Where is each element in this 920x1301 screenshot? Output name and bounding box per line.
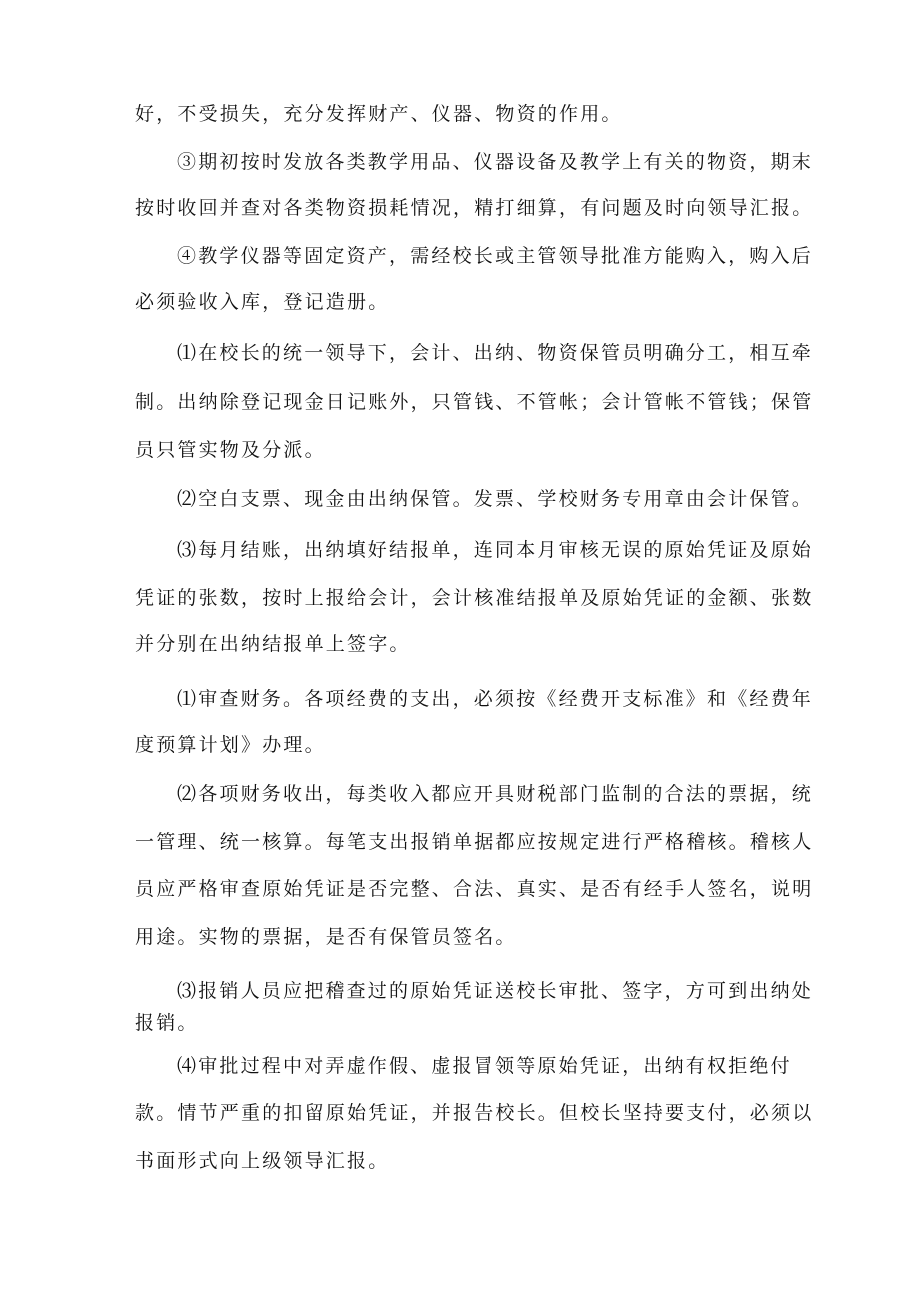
text-line: ⑶每月结账，出纳填好结报单，连同本月审核无误的原始凭证及原始 <box>177 539 814 561</box>
text-line: ④教学仪器等固定资产，需经校长或主管领导批准方能购入，购入后 <box>177 245 814 267</box>
text-line: 制。出纳除登记现金日记账外，只管钱、不管帐；会计管帐不管钱；保管 <box>135 391 814 413</box>
text-line: 书面形式向上级领导汇报。 <box>135 1150 390 1172</box>
text-line: ⑴审查财务。各项经费的支出，必须按《经费开支标准》和《经费年 <box>177 688 814 710</box>
text-line: 用途。实物的票据，是否有保管员签名。 <box>135 926 517 948</box>
text-line: 好，不受损失，充分发挥财产、仪器、物资的作用。 <box>135 103 623 125</box>
text-line: ③期初按时发放各类教学用品、仪器设备及教学上有关的物资，期末 <box>177 151 814 173</box>
text-line: 度预算计划》办理。 <box>135 734 326 756</box>
text-line: ⑷审批过程中对弄虚作假、虚报冒领等原始凭证，出纳有权拒绝付 <box>177 1055 792 1077</box>
text-line: 员只管实物及分派。 <box>135 439 326 461</box>
text-line: ⑴在校长的统一领导下，会计、出纳、物资保管员明确分工，相互牵 <box>177 342 814 364</box>
text-line: 款。情节严重的扣留原始凭证，并报告校长。但校长坚持要支付，必须以 <box>135 1102 814 1124</box>
text-line: 报销。 <box>135 1012 199 1034</box>
text-line: ⑵各项财务收出，每类收入都应开具财税部门监制的合法的票据，统 <box>177 783 814 805</box>
text-line: 员应严格审查原始凭证是否完整、合法、真实、是否有经手人签名，说明 <box>135 878 814 900</box>
text-line: ⑵空白支票、现金由出纳保管。发票、学校财务专用章由会计保管。 <box>177 488 814 510</box>
text-line: 按时收回并查对各类物资损耗情况，精打细算，有问题及时向领导汇报。 <box>135 197 814 219</box>
text-line: 凭证的张数，按时上报给会计，会计核准结报单及原始凭证的金额、张数 <box>135 587 814 609</box>
text-line: 一管理、统一核算。每笔支出报销单据都应按规定进行严格稽核。稽核人 <box>135 831 814 853</box>
text-line: ⑶报销人员应把稽查过的原始凭证送校长审批、签字，方可到出纳处 <box>177 980 814 1002</box>
text-line: 必须验收入库，登记造册。 <box>135 291 390 313</box>
text-line: 并分别在出纳结报单上签字。 <box>135 633 411 655</box>
